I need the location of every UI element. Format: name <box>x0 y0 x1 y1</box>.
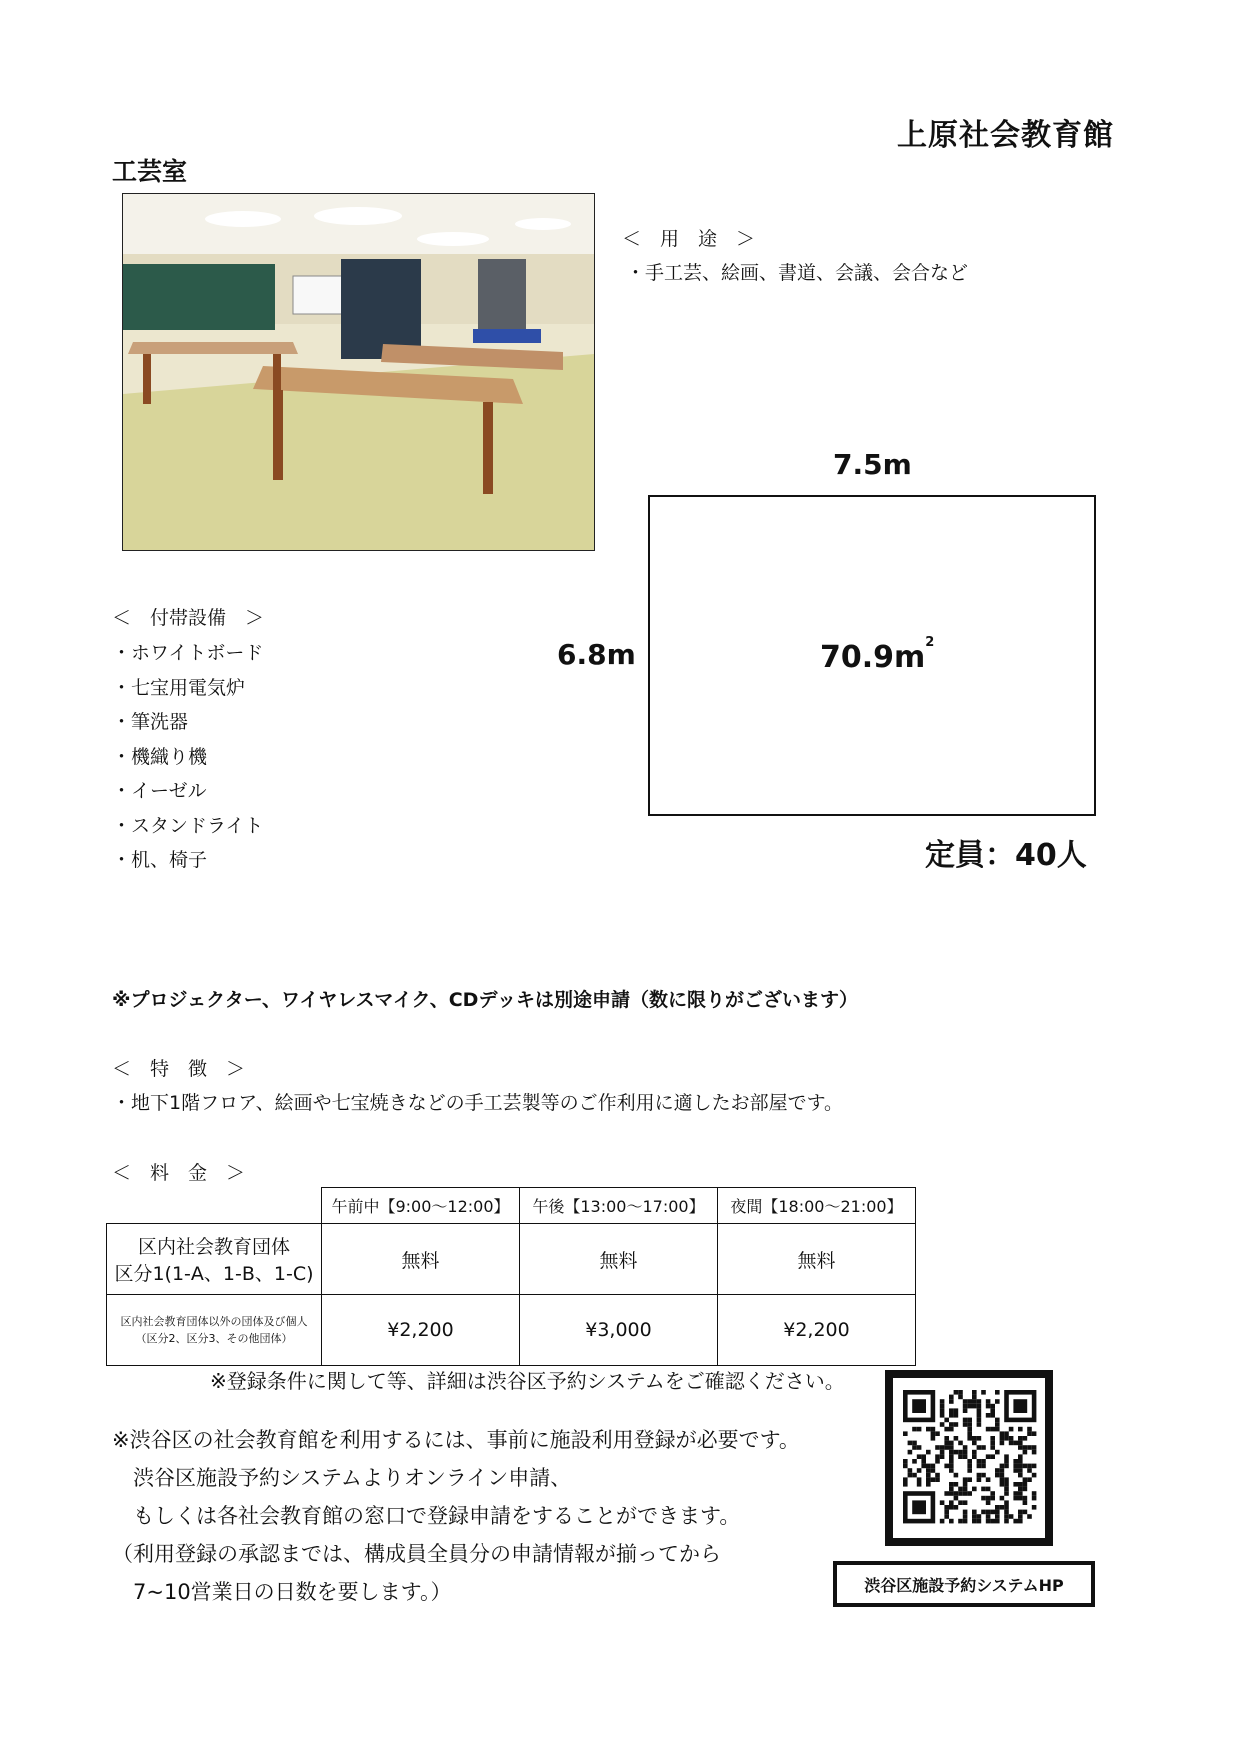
qr-code-icon <box>893 1378 1045 1538</box>
registration-line: もしくは各社会教育館の窓口で登録申請をすることができます。 <box>112 1504 741 1528</box>
capacity: 定員：40人 <box>925 838 1087 873</box>
fee-cell: ¥3,000 <box>520 1295 718 1366</box>
list-item: ・筆洗器 <box>112 711 189 733</box>
uses-item: ・手工芸、絵画、書道、会議、会合など <box>626 262 969 284</box>
room-photo-illustration <box>123 194 594 550</box>
features-heading: ＜ 特 徴 ＞ <box>112 1058 246 1080</box>
registration-line: 7~10営業日の日数を要します。） <box>112 1580 452 1604</box>
equipment-list <box>112 636 263 878</box>
column-header: 午前中【9:00～12:00】 <box>322 1188 520 1224</box>
equipment-note: ※プロジェクター、ワイヤレスマイク、CDデッキは別途申請（数に限りがございます） <box>112 989 859 1011</box>
table-row <box>107 1224 916 1295</box>
column-header: 午後【13:00～17:00】 <box>520 1188 718 1224</box>
fee-cell: 無料 <box>322 1224 520 1295</box>
list-item: ・七宝用電気炉 <box>112 676 246 699</box>
table-row <box>107 1295 916 1366</box>
fees-heading: ＜ 料 金 ＞ <box>112 1162 246 1184</box>
fee-cell: 無料 <box>718 1224 916 1295</box>
list-item: ・イーゼル <box>112 780 207 802</box>
list-item: ・スタンドライト <box>112 814 264 837</box>
row-header <box>107 1224 322 1295</box>
equipment-heading: ＜ 付帯設備 ＞ <box>112 607 265 629</box>
qr-label: 渋谷区施設予約システムHP <box>833 1561 1095 1607</box>
floor-plan-width: 7.5m <box>833 448 912 481</box>
qr-code[interactable] <box>885 1370 1053 1546</box>
features-item: ・地下1階フロア、絵画や七宝焼きなどの手工芸製等のご作利用に適したお部屋です。 <box>112 1092 844 1114</box>
row-header-line1: 区内社会教育団体 <box>137 1236 290 1258</box>
room-title: 工芸室 <box>112 157 188 186</box>
list-item: ・机、椅子 <box>112 849 208 871</box>
row-header-line2: 区分1(1-A、1-B、1-C) <box>114 1263 314 1285</box>
row-header-line1: 区内社会教育団体以外の団体及び個人 <box>120 1315 308 1328</box>
room-photo <box>122 193 595 551</box>
list-item: ・ホワイトボード <box>112 642 264 664</box>
table-row <box>107 1188 916 1224</box>
fee-cell: ¥2,200 <box>322 1295 520 1366</box>
fee-table <box>106 1187 916 1366</box>
fee-cell: ¥2,200 <box>718 1295 916 1366</box>
floor-plan-area <box>820 635 935 675</box>
floor-plan-area-superscript: 2 <box>925 635 935 650</box>
row-header-line2: （区分2、区分3、その他団体） <box>135 1332 293 1345</box>
register-note: ※登録条件に関して等、詳細は渋谷区予約システムをご確認ください。 <box>210 1369 845 1393</box>
column-header: 夜間【18:00～21:00】 <box>718 1188 916 1224</box>
registration-line: （利用登録の承認までは、構成員全員分の申請情報が揃ってから <box>112 1542 721 1566</box>
floor-plan-depth: 6.8m <box>557 638 636 671</box>
table-corner <box>107 1188 322 1224</box>
row-header <box>107 1295 322 1366</box>
fee-cell: 無料 <box>520 1224 718 1295</box>
registration-line: ※渋谷区の社会教育館を利用するには、事前に施設利用登録が必要です。 <box>112 1428 800 1452</box>
floor-plan-area-value: 70.9m <box>820 640 926 675</box>
list-item: ・機織り機 <box>112 745 208 768</box>
uses-heading: ＜ 用 途 ＞ <box>622 228 756 250</box>
facility-name: 上原社会教育館 <box>897 118 1114 153</box>
registration-line: 渋谷区施設予約システムよりオンライン申請、 <box>112 1466 572 1490</box>
